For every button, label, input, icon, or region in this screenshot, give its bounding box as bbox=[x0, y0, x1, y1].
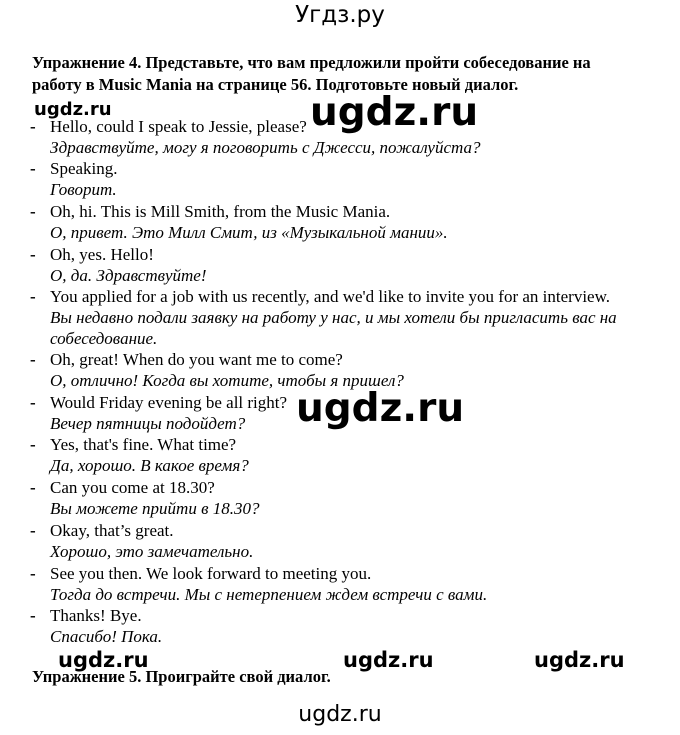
dash: - bbox=[30, 521, 36, 540]
dash: - bbox=[30, 202, 36, 221]
dash: - bbox=[30, 350, 36, 369]
exercise-4-heading: Упражнение 4. Представьте, что вам предложили пройти собеседование на работу в Music Mania на странице 56. Подготовьте новый диалог. bbox=[32, 53, 591, 94]
russian-translation: Вечер пятницы подойдет? bbox=[50, 414, 246, 433]
dash: - bbox=[30, 245, 36, 264]
dash: - bbox=[30, 159, 36, 178]
russian-translation: Говорит. bbox=[50, 180, 117, 199]
english-line: Oh, hi. This is Mill Smith, from the Music Mania. bbox=[50, 202, 391, 221]
russian-translation: Да, хорошо. В какое время? bbox=[50, 456, 249, 475]
dash: - bbox=[30, 393, 36, 412]
dash: - bbox=[30, 435, 36, 454]
watermark: ugdz.ru bbox=[310, 90, 479, 135]
dash: - bbox=[30, 287, 36, 306]
watermark: ugdz.ru bbox=[34, 99, 112, 120]
russian-translation: Спасибо! Пока. bbox=[50, 627, 163, 646]
english-line: Thanks! Bye. bbox=[50, 606, 142, 625]
english-line: Hello, could I speak to Jessie, please? bbox=[50, 117, 307, 136]
english-line: Oh, great! When do you want me to come? bbox=[50, 350, 343, 369]
english-line: You applied for a job with us recently, and we'd like to invite you for an interview. bbox=[50, 287, 611, 306]
dash: - bbox=[30, 606, 36, 625]
english-line: Okay, that’s great. bbox=[50, 521, 174, 540]
watermark: ugdz.ru bbox=[296, 386, 465, 431]
watermark: ugdz.ru bbox=[343, 648, 434, 672]
dash: - bbox=[30, 564, 36, 583]
russian-translation: Хорошо, это замечательно. bbox=[50, 542, 254, 561]
russian-translation: О, да. Здравствуйте! bbox=[50, 266, 207, 285]
watermark-footer: ugdz.ru bbox=[298, 702, 382, 727]
russian-translation: Здравствуйте, могу я поговорить с Джесси, пожалуйста? bbox=[50, 138, 481, 157]
russian-translation: Вы можете прийти в 18.30? bbox=[50, 499, 260, 518]
english-line: Would Friday evening be all right? bbox=[50, 393, 288, 412]
russian-translation: Тогда до встречи. Мы с нетерпением ждем встречи с вами. bbox=[50, 585, 488, 604]
english-line: Oh, yes. Hello! bbox=[50, 245, 154, 264]
watermark: ugdz.ru bbox=[534, 648, 625, 672]
exercise-5-heading: Упражнение 5. Проиграйте свой диалог. bbox=[32, 667, 331, 686]
english-line: See you then. We look forward to meeting you. bbox=[50, 564, 372, 583]
site-title: Угдз.ру bbox=[295, 2, 385, 28]
dash: - bbox=[30, 117, 36, 136]
english-line: Speaking. bbox=[50, 159, 118, 178]
english-line: Can you come at 18.30? bbox=[50, 478, 215, 497]
watermark: ugdz.ru bbox=[58, 648, 149, 672]
russian-translation: О, отлично! Когда вы хотите, чтобы я пришел? bbox=[50, 371, 404, 390]
english-line: Yes, that's fine. What time? bbox=[50, 435, 237, 454]
russian-translation: О, привет. Это Милл Смит, из «Музыкальной мании». bbox=[50, 223, 448, 242]
russian-translation: Вы недавно подали заявку на работу у нас, и мы хотели бы пригласить вас на собеседование. bbox=[50, 308, 617, 348]
dash: - bbox=[30, 478, 36, 497]
